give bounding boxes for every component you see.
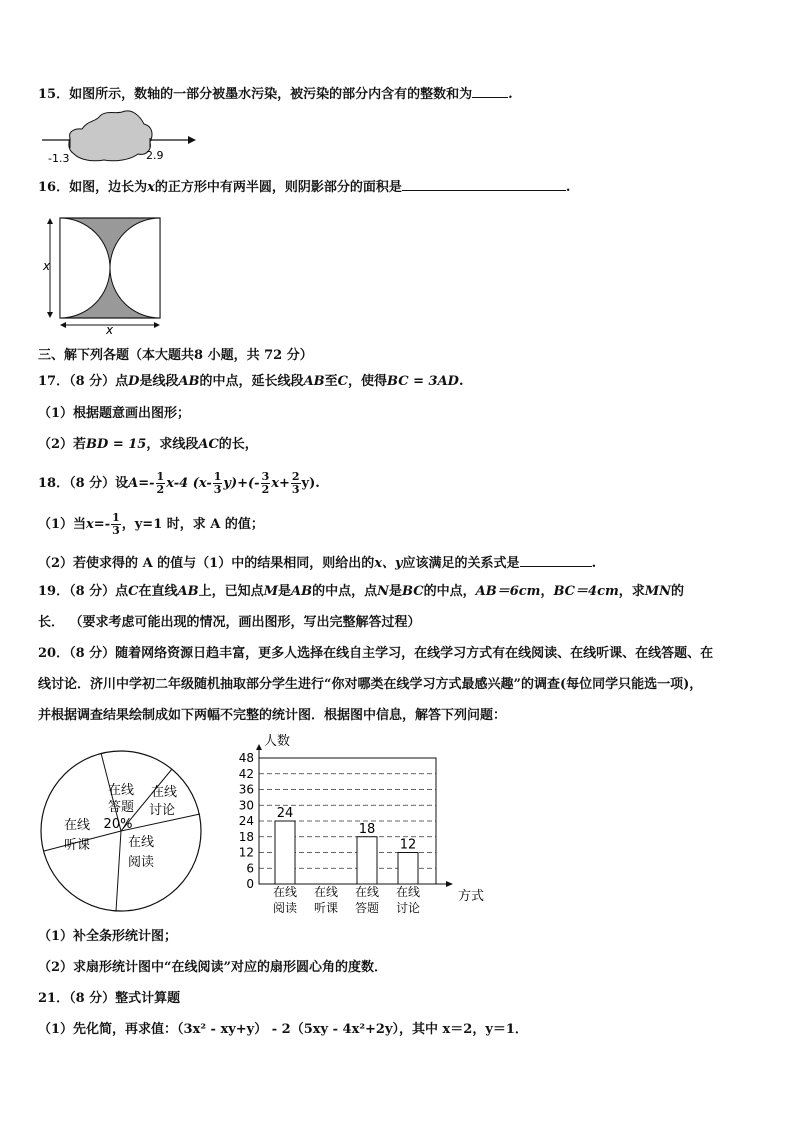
q18-sub1: （1）当x=- $\frac{1}{3}$ ，y=1 时，求 A 的值； [38, 511, 264, 537]
q20-sub1: （1）补全条形统计图； [38, 929, 178, 944]
bar [275, 821, 295, 884]
q19-line1: 19．（8 分）点C在直线AB上，已知点M是AB的中点，点N是BC的中点，AB＝6cm，BC＝4cm，求MN的 [38, 584, 685, 599]
side-label: x [43, 259, 51, 273]
y-tick-label: 18 [238, 829, 254, 844]
y-axis-arrow [256, 744, 262, 750]
square-semicircles-figure [40, 212, 170, 337]
x-tick-label: 在线 [272, 885, 298, 899]
x-tick-label: 在线 [313, 885, 339, 899]
q19-line2: 长． （要求考虑可能出现的情况，画出图形，写出完整解答过程） [38, 615, 421, 630]
bar [398, 853, 418, 885]
bar [357, 837, 377, 884]
q16-answer-blank[interactable] [402, 176, 566, 191]
y-tick-label: 30 [238, 798, 254, 813]
pie-label-discuss-1: 在线 [150, 785, 178, 800]
pie-label-read-2: 阅读 [127, 855, 155, 870]
x-axis-arrow [446, 881, 453, 887]
x-tick-label: 答题 [354, 901, 380, 915]
number-line-figure [40, 108, 200, 166]
q21-sub1: （1）先化简，再求值：（3x² - xy+y） - 2（5xy - 4x²+2y），其中 x＝2，y＝1． [38, 1022, 528, 1037]
x-axis-label: 方式 [458, 889, 485, 904]
bar-value-label: 24 [276, 806, 294, 821]
q17-sub1: （1）根据题意画出图形； [38, 406, 191, 421]
x-tick-label: 在线 [354, 885, 380, 899]
q18-answer-blank[interactable] [520, 552, 592, 567]
right-endpoint-label: 2.9 [146, 149, 164, 162]
ink-blot [69, 111, 152, 161]
y-tick-label: 48 [238, 751, 254, 765]
pie-label-listen-2: 听课 [63, 838, 91, 853]
bar-value-label: 12 [399, 837, 417, 853]
bottom-label: x [106, 323, 114, 337]
pie-label-answer-pct: 20% [103, 817, 133, 832]
pie-label-discuss-2: 讨论 [148, 803, 176, 818]
x-tick-label: 讨论 [395, 901, 421, 915]
q20-line3: 并根据调查结果绘制成如下两幅不完整的统计图．根据图中信息，解答下列问题： [38, 708, 507, 723]
q18-sub2: （2）若使求得的 A 的值与（1）中的结果相同，则给出的x、y应该满足的关系式是 . [38, 552, 596, 573]
y-tick-label: 36 [238, 782, 254, 797]
pie-chart [38, 748, 208, 918]
y-tick-label: 24 [238, 814, 254, 828]
q16-text: 16．如图，边长为x的正方形中有两半圆，则阴影部分的面积是 . [38, 176, 570, 197]
pie-label-answer-2: 答题 [107, 800, 135, 815]
y-tick-label: 0 [246, 877, 254, 891]
x-tick-label: 在线 [395, 885, 421, 899]
pie-label-listen-1: 在线 [63, 818, 91, 833]
bar-value-label: 18 [358, 821, 376, 837]
bar-chart [224, 732, 494, 922]
y-tick-label: 6 [246, 861, 254, 876]
pie-label-read-1: 在线 [127, 835, 155, 850]
y-tick-label: 42 [238, 766, 254, 781]
q15-text: 15．如图所示，数轴的一部分被墨水污染，被污染的部分内含有的整数和为 . [38, 83, 513, 104]
section-heading: 三、解下列各题（本大题共8 小题，共 72 分） [38, 348, 313, 363]
pie-label-answer-1: 在线 [107, 783, 135, 798]
q20-line2: 线讨论．济川中学初二年级随机抽取部分学生进行“你对哪类在线学习方式最感兴趣”的调查(每位同学只能选一项)， [38, 677, 703, 692]
x-tick-label: 阅读 [272, 901, 298, 915]
q18-text: 18．（8 分）设A=- $\frac{1}{2}$ x-4 (x- $\frac{1}{3}$ y)+(- $\frac{3}{2}$ x+ $\frac{2}{3}$ y). [38, 470, 320, 496]
q17-text: 17．（8 分）点D是线段AB的中点，延长线段AB至C，使得BC = 3AD. [38, 374, 464, 389]
q20-line1: 20．（8 分）随着网络资源日趋丰富，更多人选择在线自主学习，在线学习方式有在线阅读、在线听课、在线答题、在 [38, 646, 714, 661]
q15-answer-blank[interactable] [472, 83, 508, 98]
q17-sub2: （2）若BD = 15，求线段AC的长， [38, 437, 258, 452]
y-axis-label: 人数 [264, 734, 291, 749]
y-tick-label: 12 [238, 845, 254, 860]
x-tick-label: 听课 [313, 901, 339, 915]
q20-sub2: （2）求扇形统计图中“在线阅读”对应的扇形圆心角的度数． [38, 960, 388, 975]
q21-title: 21．（8 分）整式计算题 [38, 991, 181, 1006]
left-endpoint-label: -1.3 [48, 152, 70, 165]
